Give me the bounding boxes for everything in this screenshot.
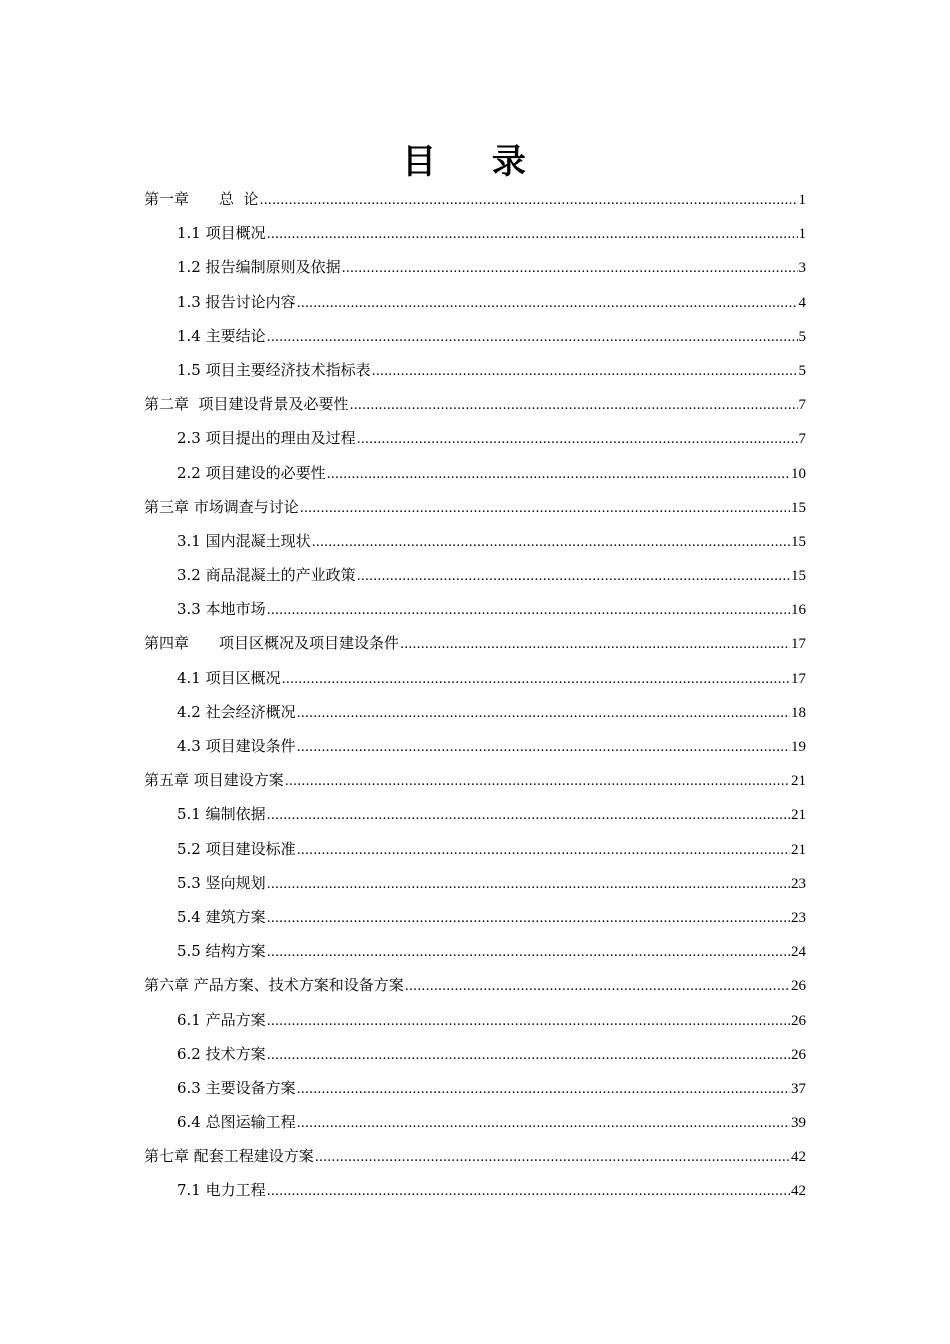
toc-leader-dots xyxy=(297,729,790,765)
toc-chapter-entry[interactable] xyxy=(144,626,806,660)
toc-page-number: 3 xyxy=(798,260,806,277)
toc-section-entry[interactable] xyxy=(144,558,806,592)
toc-chapter-entry[interactable] xyxy=(144,968,806,1002)
toc-entry-label: 4.3 项目建设条件 xyxy=(177,737,296,755)
toc-entry-label: 6.3 主要设备方案 xyxy=(177,1078,296,1097)
toc-page-number: 21 xyxy=(791,773,806,790)
toc-page-number: 10 xyxy=(791,465,806,482)
toc-leader-dots xyxy=(342,250,798,286)
toc-leader-dots xyxy=(327,456,790,492)
toc-chapter-entry[interactable] xyxy=(144,763,806,797)
toc-leader-dots xyxy=(267,866,790,902)
toc-section-entry[interactable] xyxy=(144,285,806,319)
toc-entry-label: 5.4 建筑方案 xyxy=(177,907,266,926)
toc-entry-label: 6.4 总图运输工程 xyxy=(177,1113,296,1132)
toc-leader-dots xyxy=(267,592,790,628)
toc-page-number: 39 xyxy=(791,1115,806,1132)
toc-page-number: 4 xyxy=(798,294,806,311)
toc-section-entry[interactable] xyxy=(144,319,806,353)
toc-entry-label: 第六章 产品方案、技术方案和设备方案 xyxy=(144,976,404,995)
toc-entry-label: 5.1 编制依据 xyxy=(177,805,266,824)
toc-section-entry[interactable] xyxy=(144,729,806,763)
toc-page-number: 23 xyxy=(791,909,806,926)
toc-page-number: 21 xyxy=(791,807,806,824)
toc-leader-dots xyxy=(350,387,798,423)
toc-entry-label: 5.2 项目建设标准 xyxy=(177,839,296,858)
toc-leader-dots xyxy=(267,1037,790,1073)
toc-section-entry[interactable] xyxy=(144,250,806,284)
toc-page-number: 37 xyxy=(791,1080,806,1097)
toc-page-number: 1 xyxy=(798,192,806,208)
toc-entry-label: 3.1 国内混凝土现状 xyxy=(177,531,311,550)
toc-leader-dots xyxy=(285,763,790,799)
toc-leader-dots xyxy=(297,1105,790,1141)
toc-leader-dots xyxy=(282,661,790,697)
toc-section-entry[interactable] xyxy=(144,1071,806,1105)
toc-section-entry[interactable] xyxy=(144,900,806,934)
toc-section-entry[interactable] xyxy=(144,797,806,831)
toc-leader-dots xyxy=(400,626,790,662)
toc-page-number: 16 xyxy=(791,602,806,619)
toc-page-number: 15 xyxy=(791,568,806,585)
toc-leader-dots xyxy=(260,182,798,218)
toc-entry-label: 第五章 项目建设方案 xyxy=(144,771,284,790)
toc-section-entry[interactable] xyxy=(144,421,806,455)
toc-section-entry[interactable] xyxy=(144,216,806,250)
toc-page-number: 26 xyxy=(791,1012,806,1029)
toc-entry-label: 4.1 项目区概况 xyxy=(177,668,281,687)
toc-leader-dots xyxy=(357,558,790,594)
toc-section-entry[interactable] xyxy=(144,353,806,387)
toc-leader-dots xyxy=(267,1173,790,1209)
toc-page-number: 18 xyxy=(791,704,806,721)
toc-entry-label: 第四章 项目区概况及项目建设条件 xyxy=(144,634,400,653)
toc-leader-dots xyxy=(297,285,798,321)
table-of-contents xyxy=(144,182,806,1208)
toc-section-entry[interactable] xyxy=(144,1003,806,1037)
toc-page-number: 5 xyxy=(798,362,806,379)
toc-leader-dots xyxy=(267,1003,790,1039)
toc-leader-dots xyxy=(297,1071,790,1107)
toc-page-number: 42 xyxy=(791,1149,806,1166)
toc-entry-label: 5.5 结构方案 xyxy=(177,942,266,961)
toc-chapter-entry[interactable] xyxy=(144,1139,806,1173)
toc-entry-label: 1.2 报告编制原则及依据 xyxy=(177,258,341,277)
toc-page-number: 7 xyxy=(798,431,806,448)
toc-section-entry[interactable] xyxy=(144,1105,806,1139)
toc-entry-label: 1.4 主要结论 xyxy=(177,326,266,345)
toc-section-entry[interactable] xyxy=(144,695,806,729)
toc-leader-dots xyxy=(267,900,790,936)
toc-leader-dots xyxy=(267,216,798,252)
toc-entry-label: 2.2 项目建设的必要性 xyxy=(177,463,326,482)
toc-entry-label: 第一章 总 论 xyxy=(144,190,259,208)
toc-page-number: 17 xyxy=(791,670,806,687)
toc-section-entry[interactable] xyxy=(144,456,806,490)
toc-entry-label: 第三章 市场调查与讨论 xyxy=(144,497,299,516)
toc-section-entry[interactable] xyxy=(144,592,806,626)
toc-leader-dots xyxy=(267,319,798,355)
toc-entry-label: 5.3 竖向规划 xyxy=(177,873,266,892)
toc-page-number: 15 xyxy=(791,499,806,516)
toc-entry-label: 3.3 本地市场 xyxy=(177,600,266,619)
toc-page-number: 23 xyxy=(791,875,806,892)
toc-entry-label: 6.1 产品方案 xyxy=(177,1010,266,1029)
toc-section-entry[interactable] xyxy=(144,934,806,968)
toc-chapter-entry[interactable] xyxy=(144,490,806,524)
toc-leader-dots xyxy=(300,490,790,526)
toc-page-number: 26 xyxy=(791,1046,806,1063)
toc-section-entry[interactable] xyxy=(144,524,806,558)
toc-page-number: 17 xyxy=(791,636,806,653)
toc-page-number: 42 xyxy=(791,1183,806,1200)
toc-section-entry[interactable] xyxy=(144,661,806,695)
toc-entry-label: 6.2 技术方案 xyxy=(177,1044,266,1063)
toc-leader-dots xyxy=(372,353,798,389)
toc-section-entry[interactable] xyxy=(144,1037,806,1071)
toc-page-number: 21 xyxy=(791,841,806,858)
toc-chapter-entry[interactable] xyxy=(144,387,806,421)
toc-page-number: 19 xyxy=(791,739,806,755)
toc-entry-label: 2.3 项目提出的理由及过程 xyxy=(177,429,356,448)
toc-entry-label: 7.1 电力工程 xyxy=(177,1181,266,1200)
toc-leader-dots xyxy=(405,968,790,1004)
toc-section-entry[interactable] xyxy=(144,866,806,900)
toc-entry-label: 第七章 配套工程建设方案 xyxy=(144,1147,314,1166)
toc-leader-dots xyxy=(312,524,790,560)
toc-leader-dots xyxy=(267,797,790,833)
toc-page-number: 24 xyxy=(791,944,806,961)
toc-page-number: 1 xyxy=(798,226,806,243)
toc-entry-label: 1.3 报告讨论内容 xyxy=(177,292,296,311)
toc-page-number: 7 xyxy=(798,397,806,414)
toc-entry-label: 第二章 项目建设背景及必要性 xyxy=(144,395,349,414)
toc-entry-label: 4.2 社会经济概况 xyxy=(177,702,296,721)
toc-section-entry[interactable] xyxy=(144,832,806,866)
toc-entry-label: 1.1 项目概况 xyxy=(177,224,266,243)
toc-leader-dots xyxy=(315,1139,790,1175)
toc-section-entry[interactable] xyxy=(144,1173,806,1207)
toc-leader-dots xyxy=(267,934,790,970)
toc-title: 目 录 xyxy=(402,142,548,182)
toc-leader-dots xyxy=(297,695,790,731)
toc-entry-label: 3.2 商品混凝土的产业政策 xyxy=(177,566,356,585)
toc-page-number: 15 xyxy=(791,533,806,550)
toc-leader-dots xyxy=(297,832,790,868)
toc-entry-label: 1.5 项目主要经济技术指标表 xyxy=(177,360,371,379)
toc-leader-dots xyxy=(357,421,798,457)
toc-chapter-entry[interactable] xyxy=(144,182,806,216)
toc-page-number: 26 xyxy=(791,978,806,995)
toc-page-number: 5 xyxy=(798,328,806,345)
